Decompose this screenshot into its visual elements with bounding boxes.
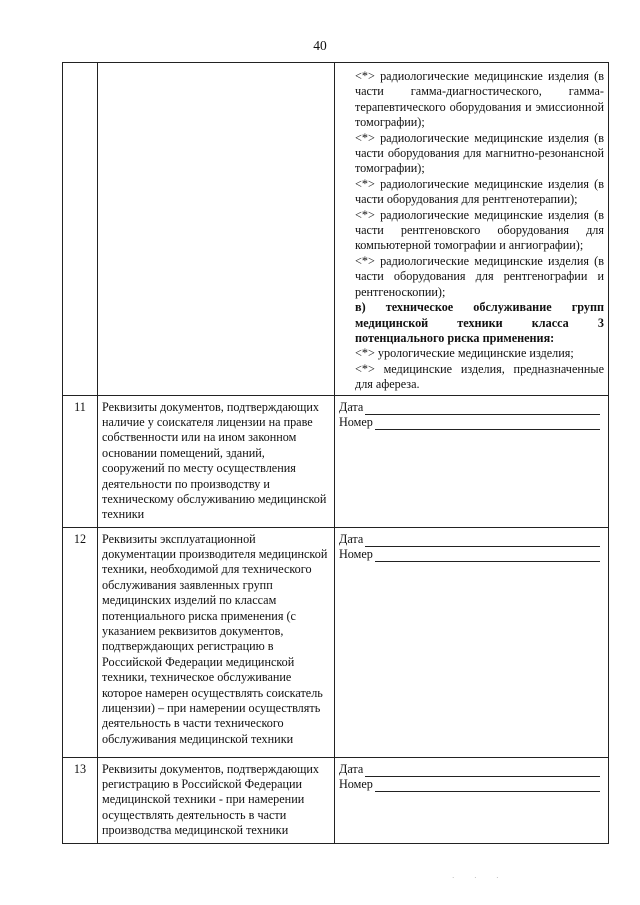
- section-heading: в) техническое обслуживание групп медицинской техники класса 3 потенциального риска применения:: [355, 300, 604, 345]
- device-group-list: [335, 63, 609, 396]
- scan-artifact: · · ·: [452, 874, 508, 882]
- table-row-12: [63, 527, 609, 757]
- list-item: <*> радиологические медицинские изделия (в части рентгеновского оборудования для компьютерной томографии и ангиографии);: [355, 207, 604, 253]
- requisites-cell: [335, 527, 609, 757]
- number-input-line[interactable]: [375, 417, 600, 430]
- number-label: Номер: [339, 414, 373, 429]
- date-input-line[interactable]: [365, 764, 600, 777]
- date-field[interactable]: [339, 532, 604, 547]
- row-description: Реквизиты эксплуатационной документации производителя медицинской техники, необходимой для технического обслуживания заявленных групп медицинских изделий по классам потенциального риска применения (с указанием реквизитов документов, подтверждающих регистрацию в Российской Федерации медицинской техники, техническое обслуживание которое намерен осуществлять соискатель лицензии) – при намерении осуществлять деятельность в части технического обслуживания медицинской техники: [98, 527, 335, 757]
- number-field[interactable]: [339, 547, 604, 562]
- table-row-11: [63, 395, 609, 527]
- date-label: Дата: [339, 531, 364, 546]
- date-field[interactable]: [339, 400, 604, 415]
- number-input-line[interactable]: [375, 779, 600, 792]
- list-item: <*> урологические медицинские изделия;: [355, 346, 574, 361]
- number-input-line[interactable]: [375, 549, 600, 562]
- row-number: 11: [63, 395, 98, 527]
- number-field[interactable]: [339, 777, 604, 792]
- table-row-continuation: [63, 63, 609, 396]
- row-description: Реквизиты документов, подтверждающих регистрацию в Российской Федерации медицинской техники - при намерении осуществлять деятельность в части производства медицинской техники: [98, 757, 335, 843]
- date-field[interactable]: [339, 762, 604, 777]
- row-description: [98, 63, 335, 396]
- list-item: <*> медицинские изделия, предназначенные для афереза.: [355, 361, 604, 392]
- table-row-13: [63, 757, 609, 843]
- page-number: 40: [313, 38, 327, 53]
- requisites-cell: [335, 395, 609, 527]
- list-item: <*> радиологические медицинские изделия (в части оборудования для рентгенографии и рентгеноскопии);: [355, 253, 604, 299]
- list-item: <*> радиологические медицинские изделия (в части гамма-диагностического, гамма-терапевтического оборудования и эмиссионной томографии);: [355, 69, 604, 130]
- number-label: Номер: [339, 546, 373, 561]
- list-item: <*> радиологические медицинские изделия (в части оборудования для магнитно-резонансной томографии);: [355, 130, 604, 176]
- date-label: Дата: [339, 399, 364, 414]
- row-number: 12: [63, 527, 98, 757]
- date-input-line[interactable]: [365, 534, 600, 547]
- row-description: Реквизиты документов, подтверждающих наличие у соискателя лицензии на праве собственности или на ином законном основании помещений, зданий, сооружений по месту осуществления деятельности по производству и техническому обслуживанию медицинской техники: [98, 395, 335, 527]
- list-item: <*> радиологические медицинские изделия (в части оборудования для рентгенотерапии);: [355, 176, 604, 207]
- number-label: Номер: [339, 776, 373, 791]
- date-label: Дата: [339, 761, 364, 776]
- number-field[interactable]: [339, 415, 604, 430]
- row-number: 13: [63, 757, 98, 843]
- requisites-cell: [335, 757, 609, 843]
- form-table: [62, 62, 609, 844]
- row-number: [63, 63, 98, 396]
- date-input-line[interactable]: [365, 402, 600, 415]
